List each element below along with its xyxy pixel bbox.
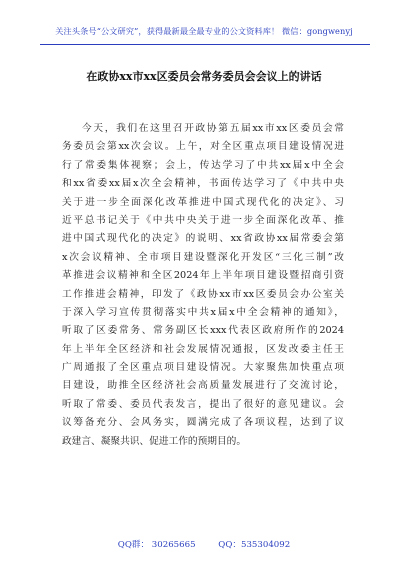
footer-contact	[0, 538, 408, 550]
body-line: 务委员会第xx次会议。上午，对全区重点项目建设情况进	[62, 141, 344, 153]
body-line: 近平总书记关于《中共中央关于进一步全面深化改革、推	[62, 214, 344, 226]
body-line: 关于进一步全面深化改革推进中国式现代化的决定》、习	[62, 196, 344, 208]
body-line: 于深入学习宣传贯彻落实中共x届x中全会精神的通知》，	[62, 306, 344, 318]
body-line: 政建言、凝聚共识、促进工作的预期目的。	[62, 435, 247, 447]
body-line: 今天，我们在这里召开政协第五届xx市xx区委员会常	[82, 123, 344, 134]
body-line: 工作推进会精神，印发了《政协xx市xx区委员会办公室关	[62, 288, 344, 300]
body-line: 进中国式现代化的决定》的说明、xx省政协xx届常委会第	[62, 233, 344, 245]
document-body	[62, 120, 344, 451]
body-line: x次会议精神、全市项目建设暨深化开发区“三化三制”改	[62, 251, 344, 263]
body-line: 听取了常委、委员代表发言，提出了很好的意见建议。会	[62, 398, 344, 410]
body-line: 议筹备充分、会风务实，圆满完成了各项议程，达到了议	[62, 417, 344, 429]
header-note: 关注头条号“公文研究”，获得最新最全最专业的公文资料库！ 微信：gongwenyj	[55, 26, 353, 36]
body-line: 革推进会议精神和全区2024年上半年项目建设暨招商引资	[62, 270, 344, 282]
footer-qq-group: QQ群： 30265665	[117, 540, 196, 550]
body-line: 年上半年全区经济和社会发展情况通报，区发改委主任王	[62, 343, 344, 355]
body-line: 听取了区委常务、常务副区长xxx代表区政府所作的2024	[62, 325, 344, 337]
body-line: 广周通报了全区重点项目建设情况。大家聚焦加快重点项	[62, 362, 344, 374]
document-title: 在政协xx市xx区委员会常务委员会会议上的讲话	[86, 70, 322, 83]
body-line: 和xx省委xx届x次全会精神，书面传达学习了《中共中央	[62, 178, 344, 190]
body-line: 行了常委集体视察；会上，传达学习了中共xx届x中全会	[62, 159, 344, 171]
body-line: 目建设，助推全区经济社会高质量发展进行了交流讨论，	[62, 380, 344, 392]
header-divider	[40, 44, 370, 45]
footer-qq: QQ：535304092	[218, 540, 291, 550]
